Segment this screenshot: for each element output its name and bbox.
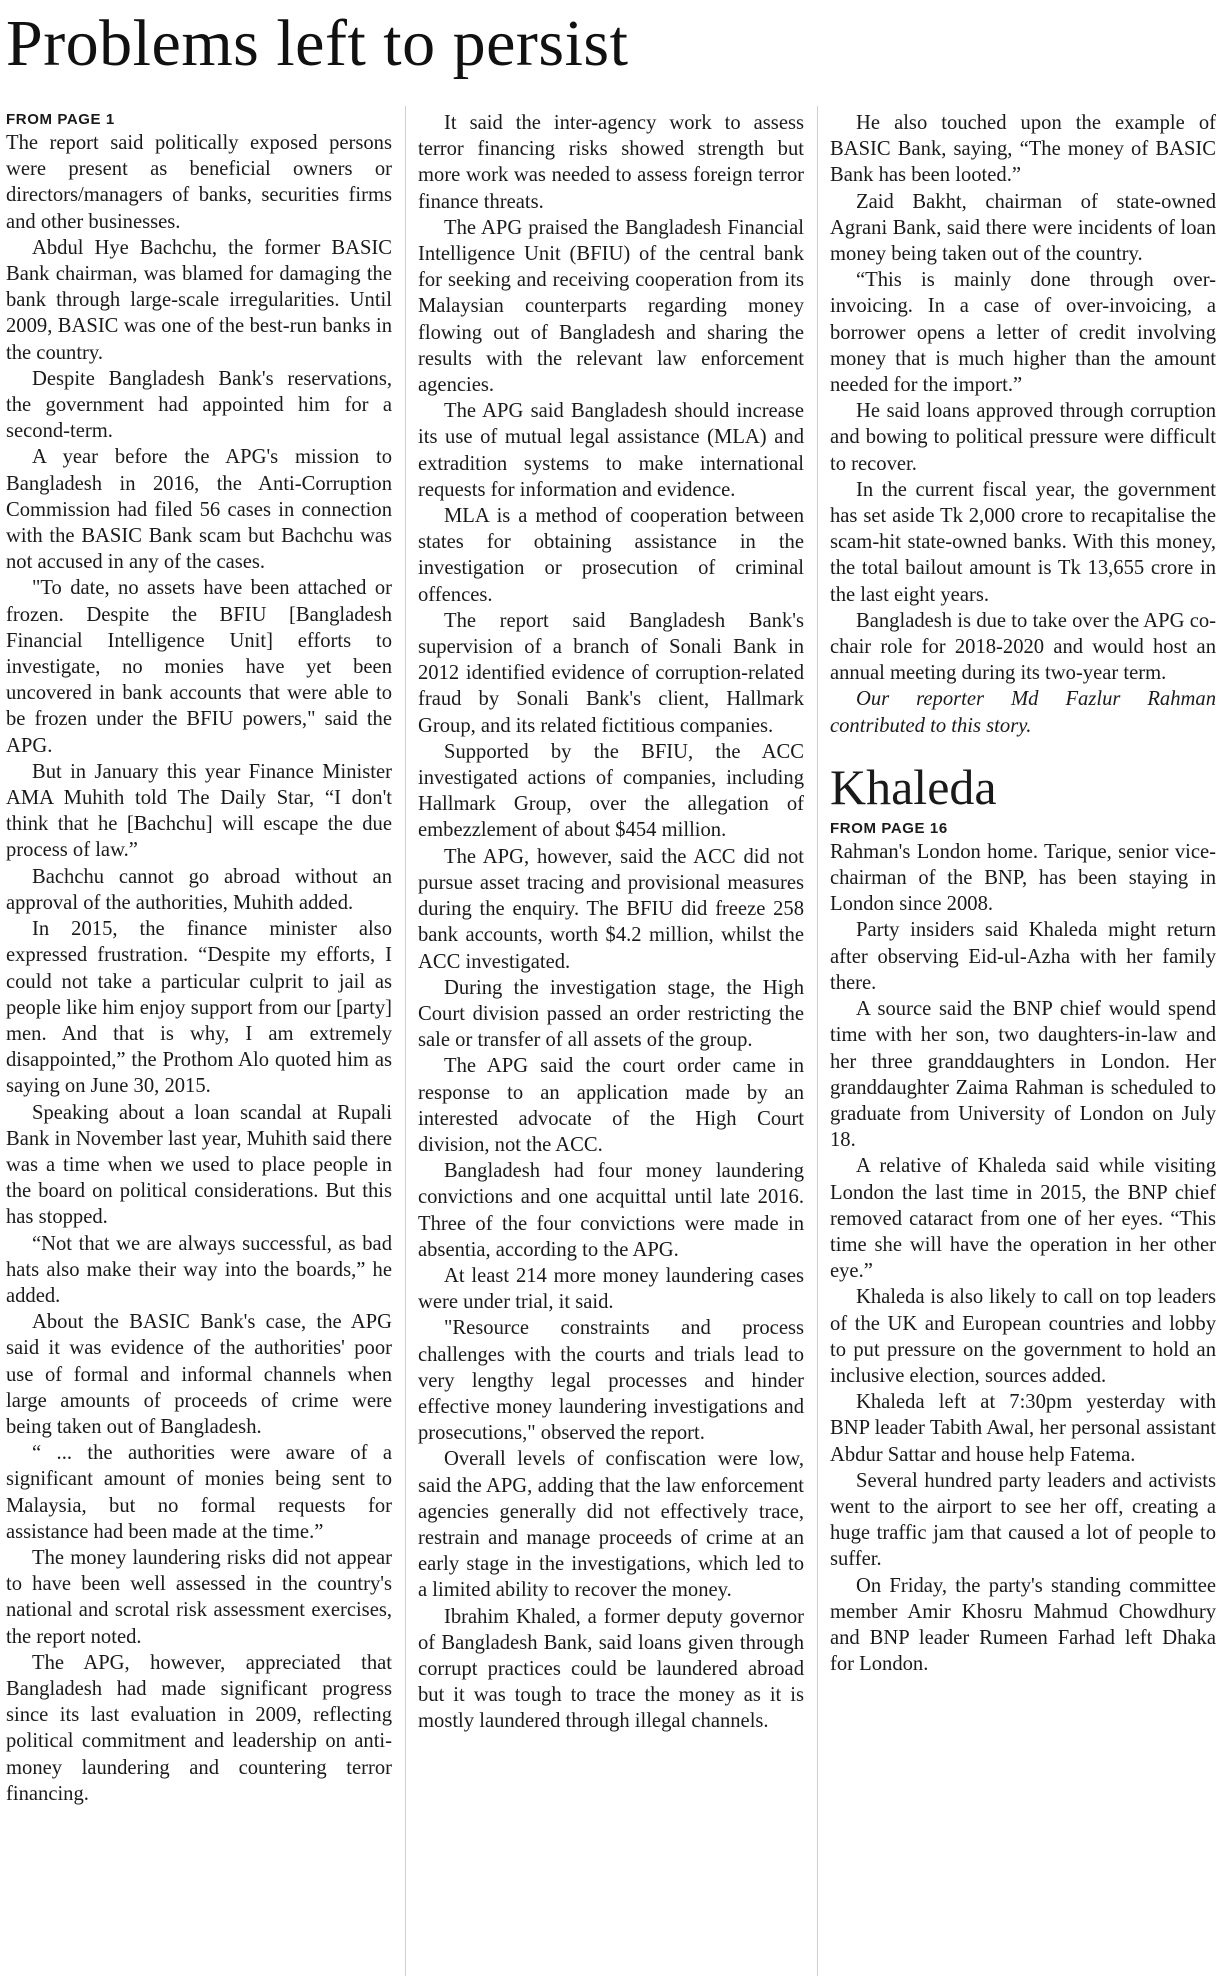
paragraph: Bangladesh is due to take over the APG co-chair role for 2018-2020 and would host an annual meeting during its two-year term. bbox=[830, 609, 1216, 685]
paragraph: Supported by the BFIU, the ACC investigated actions of companies, including Hallmark Group, over the allegation of embezzlement of about $454 million. bbox=[418, 740, 804, 842]
paragraph: Bachchu cannot go abroad without an approval of the authorities, Muhith added. bbox=[6, 865, 392, 914]
paragraph: The report said Bangladesh Bank's supervision of a branch of Sonali Bank in 2012 identified evidence of corruption-related fraud by Sonali Bank's client, Hallmark Group, and its related fictitious companies. bbox=[418, 609, 804, 737]
paragraph: Zaid Bakht, chairman of state-owned Agrani Bank, said there were incidents of loan money being taken out of the country. bbox=[830, 190, 1216, 266]
paragraph: The APG, however, said the ACC did not pursue asset tracing and provisional measures during the enquiry. The BFIU did freeze 258 bank accounts, worth $4.2 million, whilst the ACC investigated. bbox=[418, 845, 804, 973]
paragraph: The APG praised the Bangladesh Financial Intelligence Unit (BFIU) of the central bank for seeking and receiving cooperation from its Malaysian counterparts regarding money flowing out of Bangladesh and sharing the results with the relevant law enforcement agencies. bbox=[418, 216, 804, 397]
paragraph: Rahman's London home. Tarique, senior vice-chairman of the BNP, has been staying in London since 2008. bbox=[830, 840, 1216, 916]
paragraph: MLA is a method of cooperation between states for obtaining assistance in the investigation or prosecution of criminal offences. bbox=[418, 505, 804, 606]
article-column-3 bbox=[830, 110, 1216, 1677]
paragraph: A year before the APG's mission to Bangladesh in 2016, the Anti-Corruption Commission had filed 56 cases in connection with the BASIC Bank scam but Bachchu was not accused in any of the cases. bbox=[6, 446, 392, 574]
paragraph: During the investigation stage, the High Court division passed an order restricting the sale or transfer of all assets of the group. bbox=[418, 976, 804, 1052]
reporter-credit: Our reporter Md Fazlur Rahman contributed to this story. bbox=[830, 688, 1216, 737]
paragraph: Khaleda is also likely to call on top leaders of the UK and European countries and lobby to put pressure on the government to hold an inclusive election, sources added. bbox=[830, 1286, 1216, 1387]
headline: Problems left to persist bbox=[6, 7, 629, 80]
paragraph: The money laundering risks did not appear to have been well assessed in the country's national and scrotal risk assessment exercises, the report noted. bbox=[6, 1546, 392, 1648]
paragraph: Speaking about a loan scandal at Rupali Bank in November last year, Muhith said there was a time when we used to place people in the board on political considerations. But this has stopped. bbox=[6, 1101, 392, 1229]
paragraph: A relative of Khaleda said while visiting London the last time in 2015, the BNP chief removed cataract from one of her eyes. “This time she will have the operation in her other eye.” bbox=[830, 1155, 1216, 1283]
paragraph: Abdul Hye Bachchu, the former BASIC Bank chairman, was blamed for damaging the bank through large-scale irregularities. Until 2009, BASIC was one of the best-run banks in the country. bbox=[6, 236, 392, 364]
paragraph: A source said the BNP chief would spend time with her son, two daughters-in-law and her three granddaughters in London. Her granddaughter Zaima Rahman is scheduled to graduate from University of London on July 18. bbox=[830, 998, 1216, 1152]
paragraph: Party insiders said Khaleda might return after observing Eid-ul-Azha with her family there. bbox=[830, 919, 1216, 994]
paragraph: The APG, however, appreciated that Bangladesh had made significant progress since its last evaluation in 2009, reflecting political commitment and leadership on anti-money laundering and countering terror financing. bbox=[6, 1651, 392, 1805]
paragraph: The APG said Bangladesh should increase its use of mutual legal assistance (MLA) and extradition systems to make international requests for information and evidence. bbox=[418, 400, 804, 501]
paragraph: Ibrahim Khaled, a former deputy governor of Bangladesh Bank, said loans given through corrupt practices could be laundered abroad but it was tough to trace the money as it is mostly laundered through illegal channels. bbox=[418, 1605, 804, 1733]
paragraph: Overall levels of confiscation were low, said the APG, adding that the law enforcement agencies generally did not effectively trace, restrain and manage proceeds of crime at an early stage in the investigations, which led to a limited ability to recover the money. bbox=[418, 1448, 804, 1602]
paragraph: On Friday, the party's standing committee member Amir Khosru Mahmud Chowdhury and BNP leader Rumeen Farhad left Dhaka for London. bbox=[830, 1574, 1216, 1676]
paragraph: "To date, no assets have been attached or frozen. Despite the BFIU [Bangladesh Financial Intelligence Unit] efforts to investigate, no monies have yet been uncovered in bank accounts that were able to be frozen under the BFIU powers," said the APG. bbox=[6, 577, 392, 757]
article-column-1 bbox=[6, 110, 392, 1807]
from-page-label: FROM PAGE 16 bbox=[830, 819, 948, 837]
paragraph: "Resource constraints and process challenges with the courts and trials lead to very lengthy legal processes and hinder effective money laundering investigations and prosecutions," observed the report. bbox=[418, 1317, 804, 1445]
paragraph: Khaleda left at 7:30pm yesterday with BNP leader Tabith Awal, her personal assistant Abdur Sattar and house help Fatema. bbox=[830, 1391, 1216, 1466]
paragraph: But in January this year Finance Minister AMA Muhith told The Daily Star, “I don't think that he [Bachchu] will escape the due process of law.” bbox=[6, 760, 392, 862]
paragraph: He said loans approved through corruption and bowing to political pressure were difficult to recover. bbox=[830, 400, 1216, 475]
paragraph: The report said politically exposed persons were present as beneficial owners or directors/managers of banks, securities firms and other businesses. bbox=[6, 132, 392, 233]
article-column-2 bbox=[418, 110, 804, 1735]
khaleda-headline: Khaleda bbox=[830, 758, 997, 815]
paragraph: He also touched upon the example of BASIC Bank, saying, “The money of BASIC Bank has been looted.” bbox=[830, 112, 1216, 187]
paragraph: “Not that we are always successful, as bad hats also make their way into the boards,” he added. bbox=[6, 1232, 392, 1307]
paragraph: It said the inter-agency work to assess terror financing risks showed strength but more work was needed to assess foreign terror finance threats. bbox=[418, 112, 804, 213]
paragraph: About the BASIC Bank's case, the APG said it was evidence of the authorities' poor use of formal and informal channels when large amounts of proceeds of crime were being taken out of Bangladesh. bbox=[6, 1311, 392, 1438]
paragraph: Bangladesh had four money laundering convictions and one acquittal until late 2016. Three of the four convictions were made in absentia, according to the APG. bbox=[418, 1160, 804, 1261]
paragraph: “ ... the authorities were aware of a significant amount of monies being sent to Malaysia, but no formal requests for assistance had been made at the time.” bbox=[6, 1442, 392, 1543]
column-divider bbox=[405, 106, 406, 1976]
from-page-label: FROM PAGE 1 bbox=[6, 111, 115, 128]
paragraph: Several hundred party leaders and activists went to the airport to see her off, creating a huge traffic jam that caused a lot of people to suffer. bbox=[830, 1469, 1216, 1571]
paragraph: In 2015, the finance minister also expressed frustration. “Despite my efforts, I could not take a particular culprit to jail as people like him enjoy support from our [party] men. And that is why, I am extremely disappointed,” the Prothom Alo quoted him as saying on June 30, 2015. bbox=[6, 918, 392, 1098]
paragraph: “This is mainly done through over-invoicing. In a case of over-invoicing, a borrower opens a letter of credit involving money that is much higher than the amount needed for the import.” bbox=[830, 269, 1216, 397]
column-divider bbox=[817, 106, 818, 1976]
paragraph: Despite Bangladesh Bank's reservations, the government had appointed him for a second-term. bbox=[6, 367, 392, 443]
paragraph: In the current fiscal year, the government has set aside Tk 2,000 crore to recapitalise the scam-hit state-owned banks. With this money, the total bailout amount is Tk 13,655 crore in the last eight years. bbox=[830, 478, 1216, 606]
paragraph: At least 214 more money laundering cases were under trial, it said. bbox=[418, 1264, 804, 1314]
paragraph: The APG said the court order came in response to an application made by an interested advocate of the High Court division, not the ACC. bbox=[418, 1055, 804, 1156]
